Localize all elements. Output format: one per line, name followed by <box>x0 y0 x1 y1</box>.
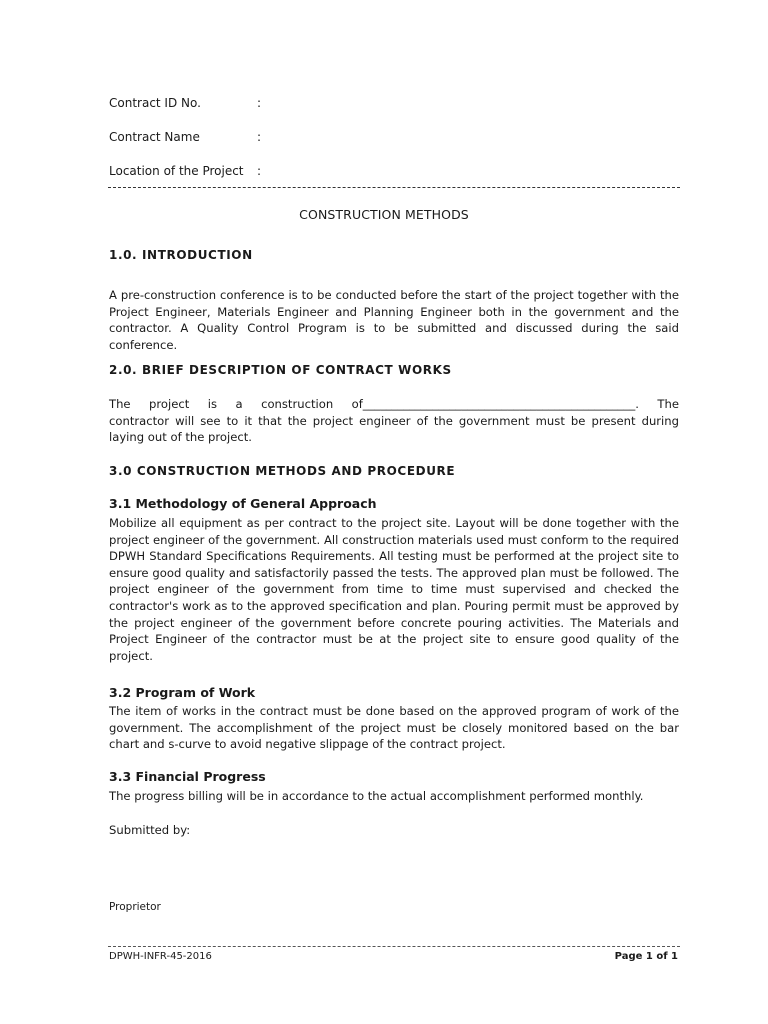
brief-description-body: contractor will see to it that the project engineer of the government must be present during laying out of the project. <box>109 413 679 445</box>
brief-description-first-line: The project is a construction of_______________________________________________. The <box>109 397 679 411</box>
project-location-label: Location of the Project <box>109 164 244 178</box>
contract-name-label: Contract Name <box>109 130 200 144</box>
subsection-heading-methodology: 3.1 Methodology of General Approach <box>109 496 377 511</box>
contract-id-colon: : <box>257 96 262 110</box>
contract-id-label: Contract ID No. <box>109 96 201 110</box>
project-location-colon: : <box>257 164 262 178</box>
header-divider <box>108 187 680 188</box>
subsection-heading-financial-progress: 3.3 Financial Progress <box>109 769 266 784</box>
methodology-body: Mobilize all equipment as per contract to the project site. Layout will be done together with the project engineer of the government. All construction materials used must conform to the required DPWH Standard Specifications Requirements. All testing must be performed at the project site to ensure good quality and satisfactorily passed the tests. The approved plan must be followed. The project engineer of the government from time to time must supervised and checked the contractor's work as to the approved specification and plan. Pouring permit must be approved by the project engineer of the government before concrete pouring activities. The Materials and Project Engineer of the contractor must be at the project site to ensure good quality of the project. <box>109 516 679 663</box>
section-heading-brief-description: 2.0. BRIEF DESCRIPTION OF CONTRACT WORKS <box>109 363 452 377</box>
introduction-body: A pre-construction conference is to be conducted before the start of the project together with the Project Engineer, Materials Engineer and Planning Engineer both in the government and the contractor. A Quality Control Program is to be submitted and discussed during the said conference. <box>109 288 679 352</box>
proprietor-label: Proprietor <box>109 901 161 913</box>
program-of-work-body: The item of works in the contract must be done based on the approved program of work of the government. The accomplishment of the project must be closely monitored based on the bar chart and s-curve to avoid negative slippage of the contract project. <box>109 704 679 752</box>
page-number: Page 1 of 1 <box>614 951 678 962</box>
section-heading-construction-methods: 3.0 CONSTRUCTION METHODS AND PROCEDURE <box>109 464 456 478</box>
subsection-heading-program-of-work: 3.2 Program of Work <box>109 685 256 700</box>
financial-progress-body: The progress billing will be in accordance to the actual accomplishment performed monthly. <box>109 789 644 803</box>
document-code: DPWH-INFR-45-2016 <box>109 951 212 962</box>
document-title: CONSTRUCTION METHODS <box>299 207 469 222</box>
footer-divider <box>108 946 680 947</box>
section-heading-introduction: 1.0. INTRODUCTION <box>109 248 253 262</box>
submitted-by-label: Submitted by: <box>109 823 191 837</box>
contract-name-colon: : <box>257 130 262 144</box>
